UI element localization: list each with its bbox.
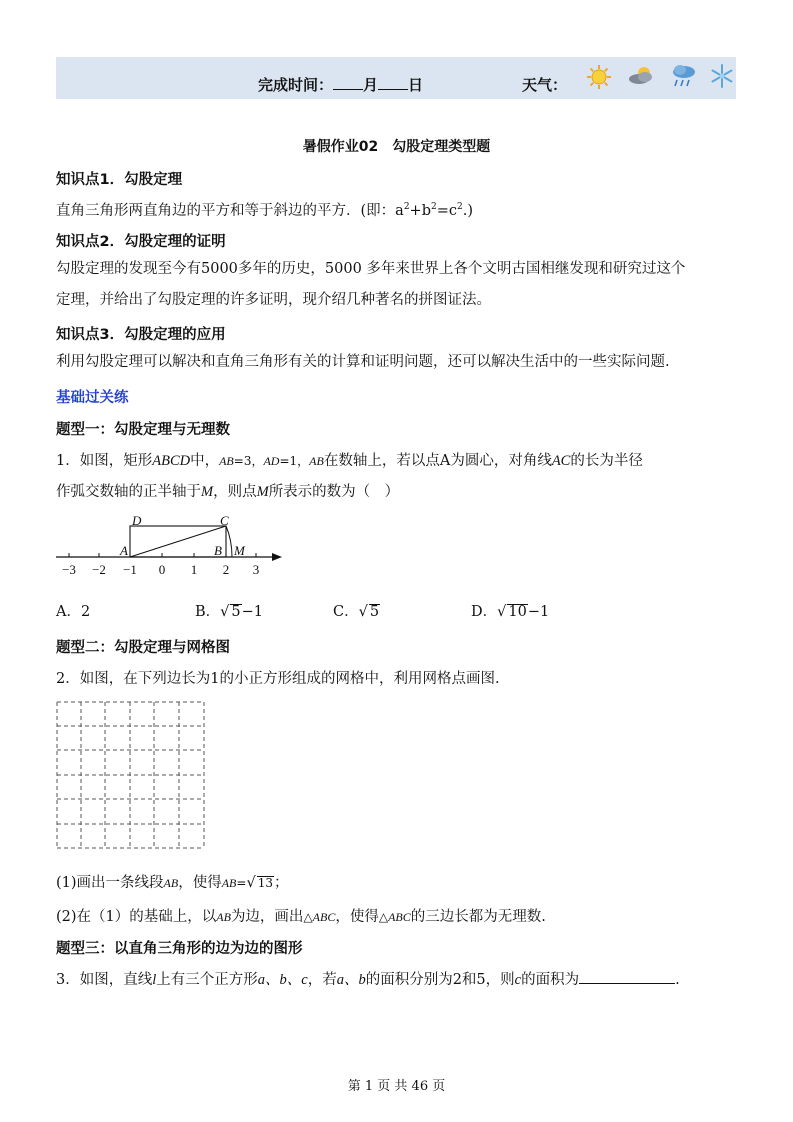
label-a: A [120, 543, 128, 558]
cloudy-sun-icon [626, 64, 658, 88]
month-blank [333, 75, 363, 90]
axis-arrow-icon [272, 553, 282, 561]
type2-heading: 题型二：勾股定理与网格图 [56, 640, 230, 656]
sunny-icon [586, 64, 612, 90]
q1-line2: 作弧交数轴的正半轴于M，则点M所表示的数为（ ） [56, 484, 400, 500]
option-c[interactable]: C．√ 5 [333, 604, 380, 620]
label-d: D [132, 513, 142, 528]
section-heading: 基础过关练 [56, 390, 129, 406]
kp3-heading: 知识点3．勾股定理的应用 [56, 327, 226, 343]
number-line-figure [54, 510, 286, 582]
option-a[interactable]: A．2 [56, 604, 91, 620]
q3-text: 3．如图，直线l上有三个正方形a、b、c，若a、b的面积分别为2和5，则c的面积为 . [56, 968, 680, 989]
day-blank [378, 75, 408, 90]
weather-label: 天气： [522, 76, 568, 94]
kp1-text: 直角三角形两直角边的平方和等于斜边的平方．(即：$a^2+b^2=c^2$.) [56, 202, 474, 219]
q2-sub1: (1)画出一条线段AB，使得AB=√ 13； [56, 875, 289, 891]
kp2-heading: 知识点2．勾股定理的证明 [56, 234, 226, 250]
kp2-line1: 勾股定理的发现至今有5000多年的历史，5000 多年来世界上各个文明古国相继发现和研究过这个 [56, 261, 686, 277]
rain-icon [670, 62, 698, 90]
label-c: C [220, 513, 229, 528]
tick-label: 0 [158, 562, 166, 577]
q2-text: 2．如图，在下列边长为1的小正方形组成的网格中，利用网格点画图. [56, 671, 500, 687]
kp2-line2: 定理，并给出了勾股定理的许多证明，现介绍几种著名的拼图证法。 [56, 292, 491, 308]
q2-sub2: (2)在（1）的基础上，以AB为边，画出△ABC，使得△ABC的三边长都为无理数. [56, 909, 546, 925]
snow-icon [708, 62, 736, 90]
label-b: B [214, 543, 222, 558]
q1-line1: 1．如图，矩形ABCD中，AB=3，AD=1，AB在数轴上，若以点A为圆心，对角线AC的长为半径 [56, 453, 643, 469]
page-footer: 第 1 页 共 46 页 [347, 1079, 446, 1094]
diagonal-ac [130, 526, 226, 557]
arc-cm [226, 526, 232, 557]
label-m: M [234, 543, 245, 558]
tick-label: 1 [190, 562, 198, 577]
type3-heading: 题型三：以直角三角形的边为边的图形 [56, 941, 303, 957]
option-d[interactable]: D．√ 10−1 [471, 604, 550, 620]
answer-blank[interactable] [579, 969, 675, 984]
option-b[interactable]: B．√ 5−1 [195, 604, 264, 620]
tick-label: −1 [123, 562, 137, 577]
tick-label: −2 [92, 562, 106, 577]
tick-label: 2 [222, 562, 230, 577]
kp1-heading: 知识点1．勾股定理 [56, 172, 183, 188]
grid-figure [56, 701, 206, 849]
tick-label: 3 [252, 562, 260, 577]
type1-heading: 题型一：勾股定理与无理数 [56, 422, 230, 438]
kp3-text: 利用勾股定理可以解决和直角三角形有关的计算和证明问题，还可以解决生活中的一些实际问题. [56, 354, 670, 370]
tick-label: −3 [62, 562, 76, 577]
page-title: 暑假作业02 勾股定理类型题 [302, 139, 491, 155]
completion-time: 完成时间： 月 日 [258, 76, 424, 94]
